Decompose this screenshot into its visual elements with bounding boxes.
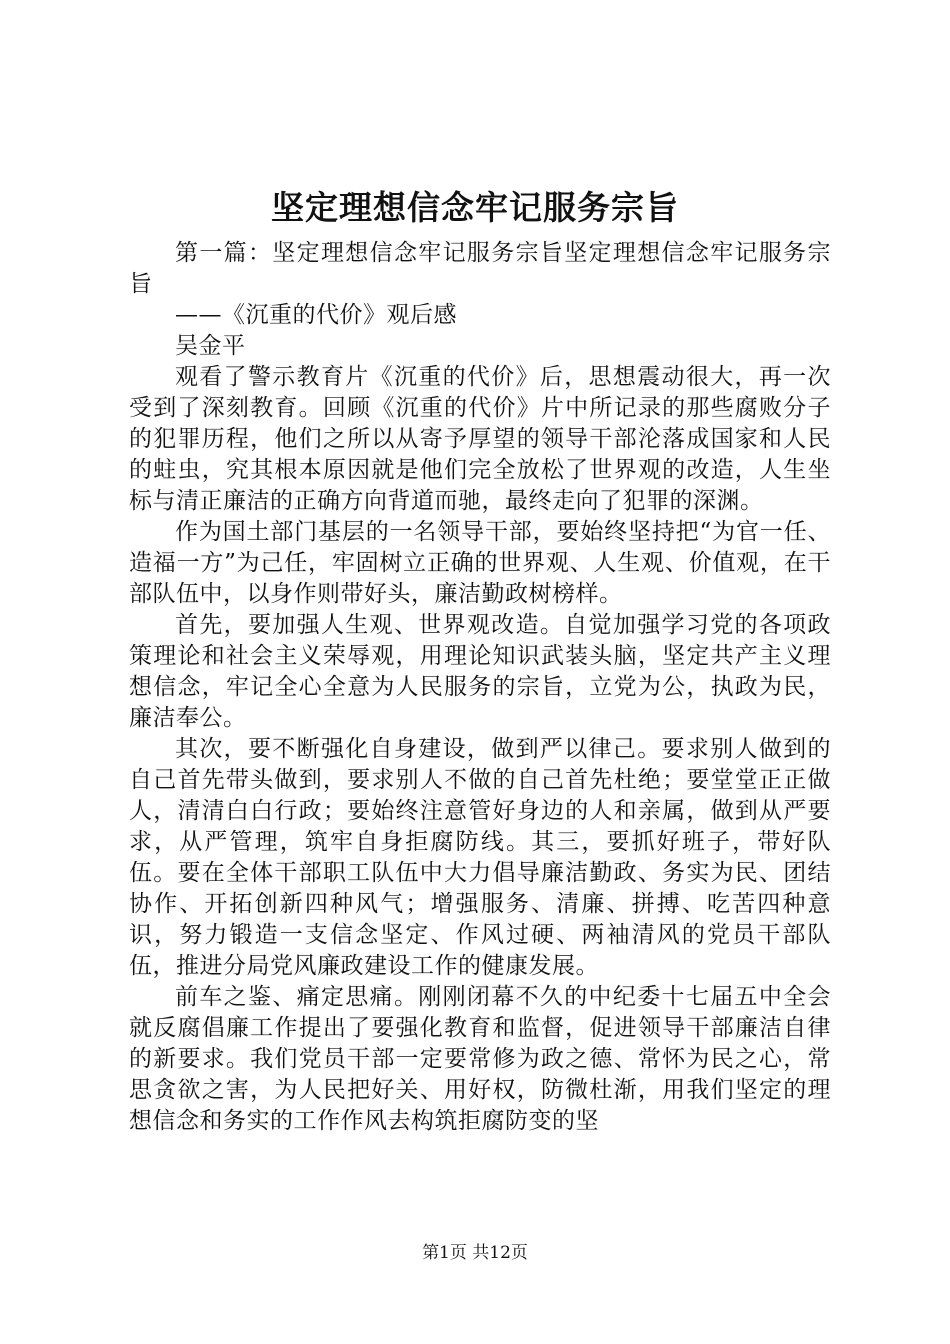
document-body — [129, 238, 831, 1137]
document-title: 坚定理想信念牢记服务宗旨 — [271, 188, 679, 227]
page-footer: 第1页 共12页 — [422, 1243, 528, 1263]
paragraph-subtitle: ——《沉重的代价》观后感 — [175, 302, 457, 328]
paragraph: 作为国土部门基层的一名领导干部，要始终坚持把“为官一任、造福一方”为己任，牢固树立正确的世界观、人生观、价值观，在干部队伍中，以身作则带好头，廉洁勤政树榜样。 — [129, 519, 831, 607]
paragraph: 首先，要加强人生观、世界观改造。自觉加强学习党的各项政策理论和社会主义荣辱观，用理论知识武装头脑，坚定共产主义理想信念，牢记全心全意为人民服务的宗旨，立党为公，执政为民，廉洁奉公。 — [129, 612, 831, 731]
paragraph: 其次，要不断强化自身建设，做到严以律己。要求别人做到的自己首先带头做到，要求别人不做的自己首先杜绝；要堂堂正正做人，清清白白行政；要始终注意管好身边的人和亲属，做到从严要求，从严管理，筑牢自身拒腐防线。其三，要抓好班子，带好队伍。要在全体干部职工队伍中大力倡导廉洁勤政、务实为民、团结协作、开拓创新四种风气；增强服务、清廉、拼搏、吃苦四种意识，努力锻造一支信念坚定、作风过硬、两袖清风的党员干部队伍，推进分局党风廉政建设工作的健康发展。 — [129, 736, 831, 979]
paragraph: 前车之鉴、痛定思痛。刚刚闭幕不久的中纪委十七届五中全会就反腐倡廉工作提出了要强化教育和监督，促进领导干部廉洁自律的新要求。我们党员干部一定要常修为政之德、常怀为民之心，常思贪欲之害，为人民把好关、用好权，防微杜渐，用我们坚定的理想信念和务实的工作作风去构筑拒腐防变的坚 — [129, 984, 831, 1134]
paragraph: 观看了警示教育片《沉重的代价》后，思想震动很大，再一次受到了深刻教育。回顾《沉重的代价》片中所记录的那些腐败分子的犯罪历程，他们之所以从寄予厚望的领导干部沦落成国家和人民的蛀虫，究其根本原因就是他们完全放松了世界观的改造，人生坐标与清正廉洁的正确方向背道而驰，最终走向了犯罪的深渊。 — [129, 364, 831, 514]
paragraph-author: 吴金平 — [175, 333, 246, 359]
paragraph-heading: 第一篇：坚定理想信念牢记服务宗旨坚定理想信念牢记服务宗旨 — [129, 240, 831, 297]
